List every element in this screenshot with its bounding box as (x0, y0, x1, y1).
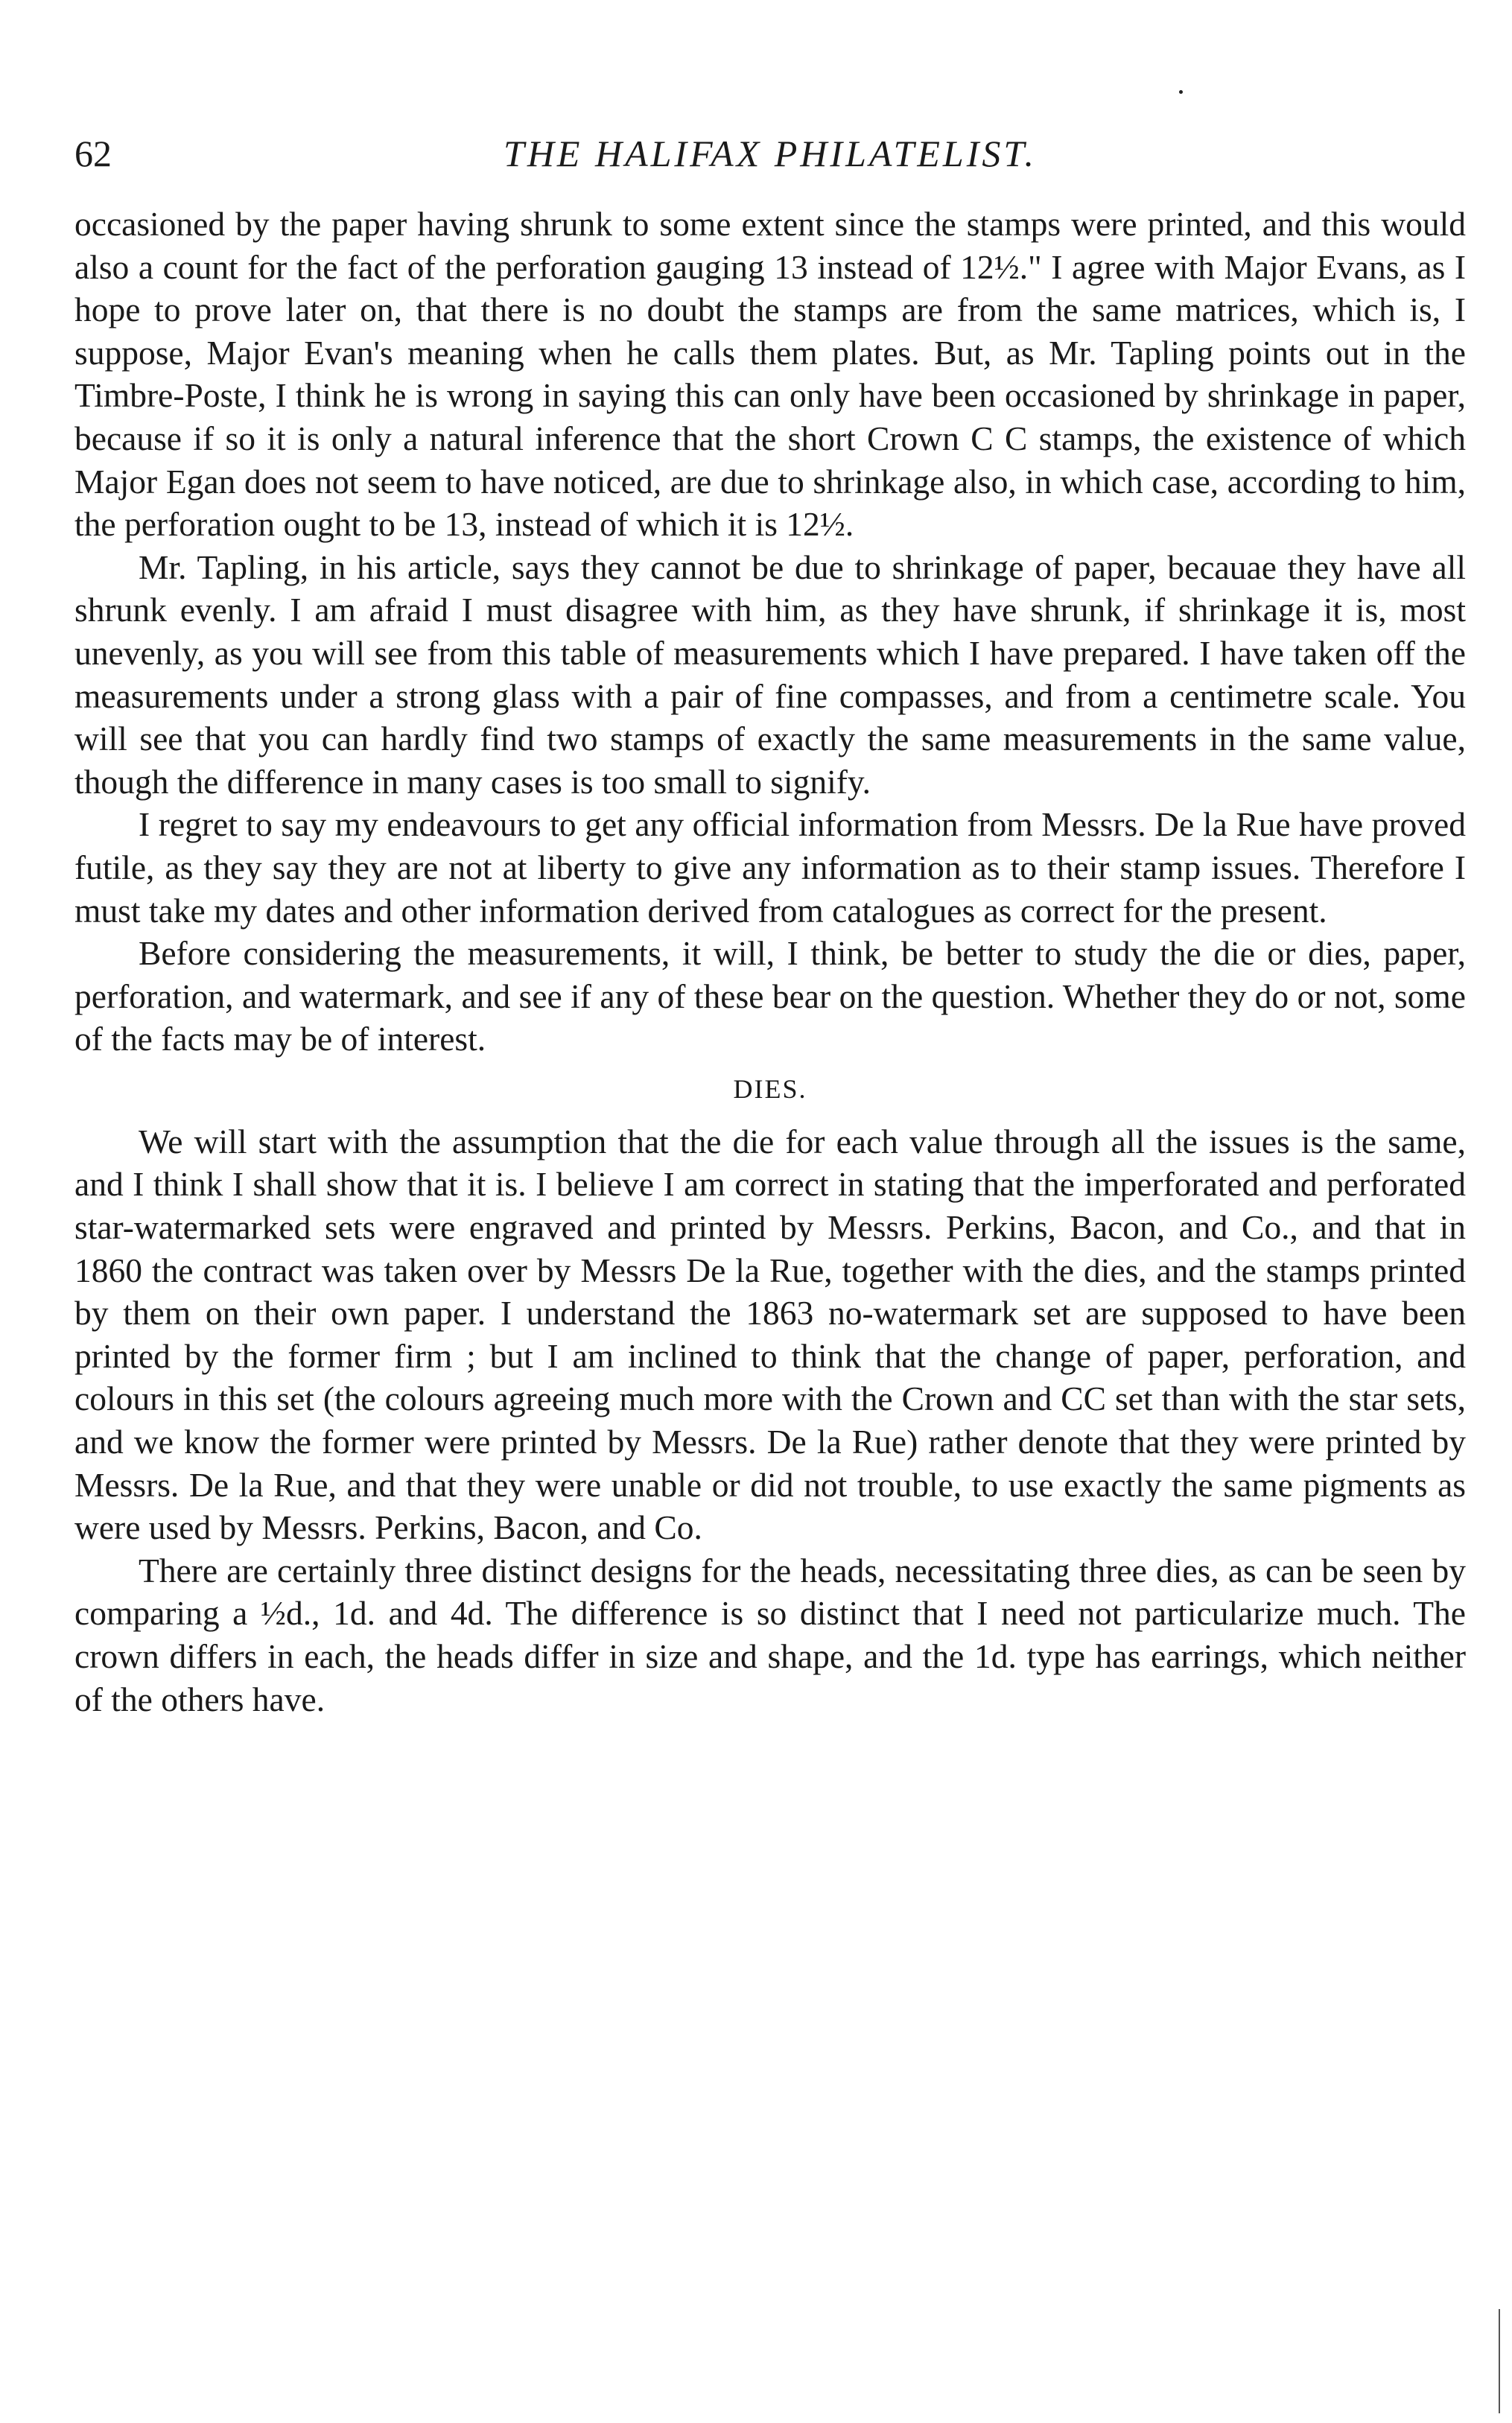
paragraph: I regret to say my endeavours to get any official information from Messrs. De la Rue have proved futile, as they say they are not at liberty to give any information as to their stamp issues. Therefore I must take my dates and other information derived from catalogues as correct for the present. (74, 805, 1466, 930)
paragraph: occasioned by the paper having shrunk to some extent since the stamps were printed, and this would also a count for the fact of the perforation gauging 13 instead of 12½." I agree with Major Evans, as I hope to prove later on, that there is no doubt the stamps are from the same matrices, which is, I suppose, Major Evan's meaning when he calls them plates. But, as Mr. Tapling points out in the Timbre-Poste, I think he is wrong in saying this can only have been occasioned by shrinkage in paper, because if so it is only a natural inference that the short Crown C C stamps, the existence of which Major Egan does not seem to have noticed, are due to shrinkage also, in which case, according to him, the perforation ought to be 13, instead of which it is 12½. (74, 205, 1466, 544)
stray-ink-mark (1179, 90, 1183, 94)
book-page (74, 127, 1466, 1721)
page-edge-rule (1499, 2309, 1500, 2413)
section-heading-dies: DIES. (733, 1073, 807, 1104)
paragraph: We will start with the assumption that the die for each value through all the issues is the same, and I think I shall show that it is. I believe I am correct in stating that the imperforated and perforated star-watermarked sets were engraved and printed by Messrs. Perkins, Bacon, and Co., and that in 1860 the contract was taken over by Messrs De la Rue, together with the dies, and the stamps printed by them on their own paper. I understand the 1863 no-watermark set are supposed to have been printed by the former firm ; but I am inclined to think that the change of paper, perforation, and colours in this set (the colours agreeing much more with the Crown and CC set than with the star sets, and we know the former were printed by Messrs. De la Rue) rather denote that they were printed by Messrs. De la Rue, and that they were unable or did not trouble, to use exactly the same pigments as were used by Messrs. Perkins, Bacon, and Co. (74, 1122, 1466, 1547)
journal-title: THE HALIFAX PHILATELIST. (504, 133, 1037, 174)
paragraph: Before considering the measurements, it will, I think, be better to study the die or dies, paper, perforation, and watermark, and see if any of these bear on the question. Whether they do or not, some of the facts may be of interest. (74, 934, 1466, 1058)
paragraph: Mr. Tapling, in his article, says they cannot be due to shrinkage of paper, becauae they have all shrunk evenly. I am afraid I must disagree with him, as they have shrunk, if shrinkage it is, most unevenly, as you will see from this table of measurements which I have prepared. I have taken off the measurements under a strong glass with a pair of fine compasses, and from a centimetre scale. You will see that you can hardly find two stamps of exactly the same measurements in the same value, though the difference in many cases is too small to signify. (74, 547, 1466, 801)
paragraph: There are certainly three distinct designs for the heads, necessitating three dies, as can be seen by comparing a ½d., 1d. and 4d. The difference is so distinct that I need not particularize much. The crown differs in each, the heads differ in size and shape, and the 1d. type has earrings, which neither of the others have. (74, 1551, 1466, 1718)
article-body (74, 203, 1466, 1721)
page-number: 62 (74, 133, 112, 174)
running-head (74, 127, 1466, 186)
